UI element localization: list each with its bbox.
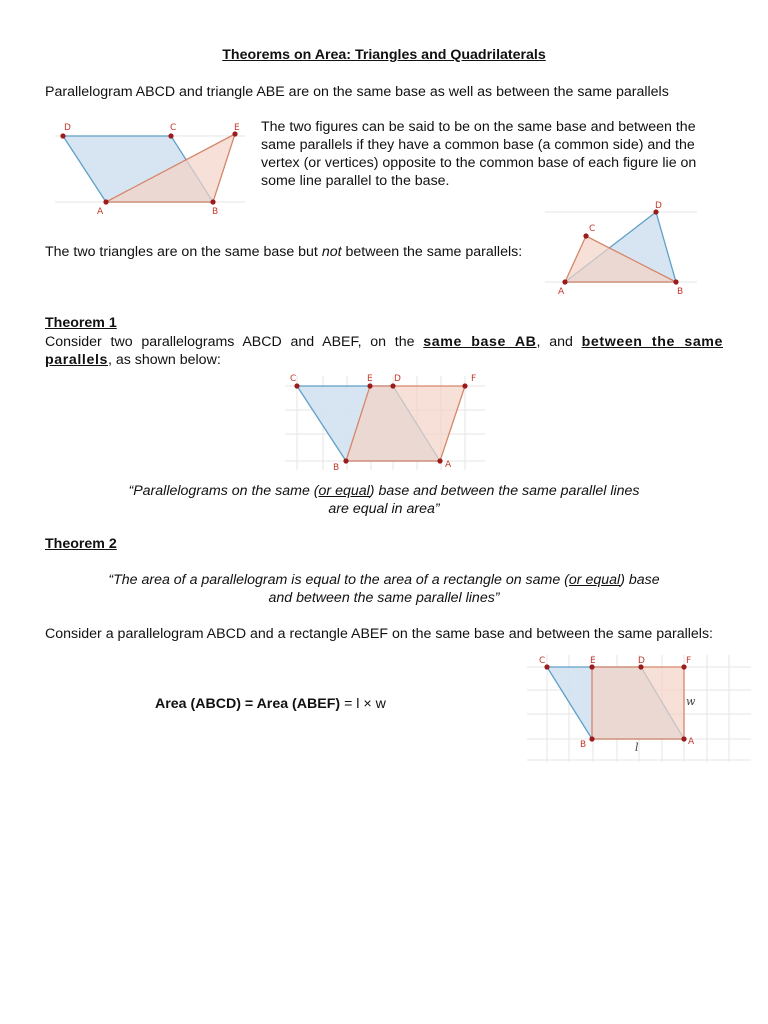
label-length: l [635,741,639,754]
theorem1-quote [45,482,723,500]
label-d: D [638,656,645,666]
label-c: C [290,374,297,384]
area-formula [155,696,386,712]
area-formula-bold: Area (ABCD) = Area (ABEF) [155,696,341,712]
label-f: F [471,374,477,384]
label-a: A [558,287,565,297]
label-width: w [686,695,696,708]
label-d: D [655,201,662,211]
two-triangles-text [45,243,533,261]
not-emphasis: not [321,244,342,260]
label-a: A [97,207,104,217]
label-e: E [367,374,373,384]
theorem1-quote-line2: are equal in area” [328,501,440,517]
theorem1-quote-part: ) base and between the same parallel lines [369,483,640,499]
theorem1-text-part: , and [536,334,582,350]
label-b: B [677,287,684,297]
theorem2-quote-line2: and between the same parallel lines” [268,590,500,606]
figure-two-parallelograms [285,370,490,475]
label-c: C [589,224,596,234]
label-b: B [212,207,219,217]
theorem1-text-part: , as shown below: [107,352,221,368]
theorem1-quote-part: “Parallelograms on the same ( [128,483,319,499]
two-triangles-text-part: The two triangles are on the same base but [45,244,322,260]
or-equal-emphasis: or equal [318,483,370,499]
label-c: C [539,656,546,666]
label-b: B [333,463,340,473]
figure-parallelogram-triangle [55,118,255,218]
label-e: E [234,123,240,133]
label-a: A [688,737,695,747]
two-triangles-text-part: between the same parallels: [341,244,523,260]
theorem2-heading: Theorem 2 [45,536,117,552]
label-d: D [394,374,401,384]
figure-parallelogram-rectangle [527,650,757,765]
label-c: C [170,123,177,133]
theorem2-quote [45,571,723,589]
label-a: A [445,460,452,470]
label-d: D [64,123,71,133]
label-f: F [686,656,692,666]
area-formula-rest: = l × w [340,696,386,712]
or-equal-emphasis: or equal [568,572,621,588]
theorem1-text-part: Consider two parallelograms ABCD and ABEF, on the [45,334,424,350]
intro-text: Parallelogram ABCD and triangle ABE are on the same base as well as between the same parallels [45,84,669,100]
theorem2-quote-part: “The area of a parallelogram is equal to the area of a rectangle on same ( [108,572,569,588]
rectangle-abef [592,667,684,739]
theorem1-heading: Theorem 1 [45,315,117,331]
theorem1-text [45,333,723,369]
page-title: Theorems on Area: Triangles and Quadrilaterals [222,47,546,63]
definition-text: The two figures can be said to be on the same base and between the same parallels if they have a common base (a common side) and the vertex (or vertices) opposite to the common base of each figure lie on some line parallel to the base. [261,119,697,189]
label-e: E [590,656,596,666]
figure-two-triangles [545,198,705,298]
same-parallels-emphasis: between the same parallels [45,334,724,368]
label-b: B [580,740,587,750]
theorem2-quote-part: ) base [620,572,660,588]
same-base-emphasis: same base AB [423,334,537,350]
theorem2-consider-text: Consider a parallelogram ABCD and a rectangle ABEF on the same base and between the same parallels: [45,626,713,642]
